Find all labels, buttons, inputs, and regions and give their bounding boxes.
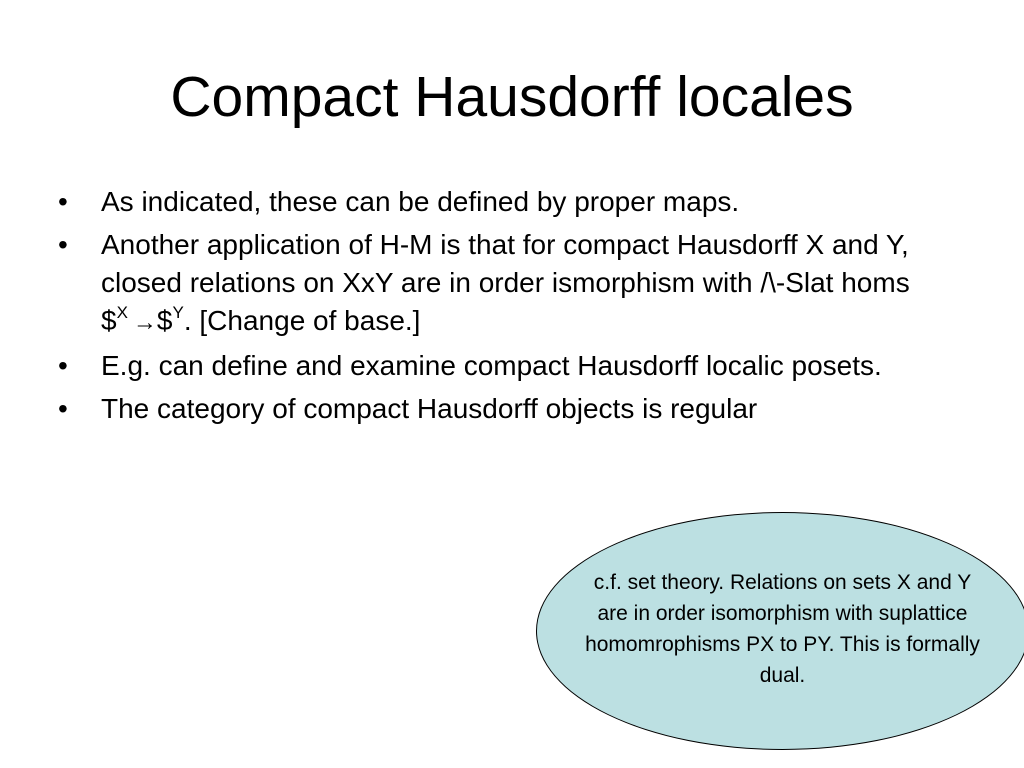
- bullet-text: As indicated, these can be defined by proper maps.: [101, 186, 740, 217]
- right-arrow-icon: →: [132, 309, 157, 336]
- superscript-x: X: [116, 302, 128, 322]
- bullet-text: Another application of H-M is that for compact Hausdorff X and Y, closed relations on XxY are in order ismorphism with /\-Slat homs $: [101, 229, 910, 336]
- bullet-item: [58, 183, 988, 221]
- bullet-item: [58, 226, 988, 342]
- bullet-item: [58, 390, 988, 428]
- bullet-text-dollar: $: [156, 305, 173, 336]
- superscript-y: Y: [172, 302, 184, 322]
- bullet-marker: •: [58, 186, 68, 217]
- bullet-list: [58, 183, 988, 433]
- bullet-marker: •: [58, 229, 68, 260]
- bullet-item: [58, 347, 988, 385]
- callout-text: c.f. set theory. Relations on sets X and Y are in order isomorphism with suplattice homomrophisms PX to PY. This is formally dual.: [585, 571, 980, 687]
- bullet-marker: •: [58, 393, 68, 424]
- slide-title: Compact Hausdorff locales: [170, 65, 854, 129]
- bullet-text-tail: . [Change of base.]: [183, 305, 421, 336]
- bullet-text: E.g. can define and examine compact Hausdorff localic posets.: [101, 350, 882, 381]
- bullet-text: The category of compact Hausdorff objects is regular: [101, 393, 758, 424]
- bullet-marker: •: [58, 350, 68, 381]
- callout-ellipse: [536, 512, 1024, 750]
